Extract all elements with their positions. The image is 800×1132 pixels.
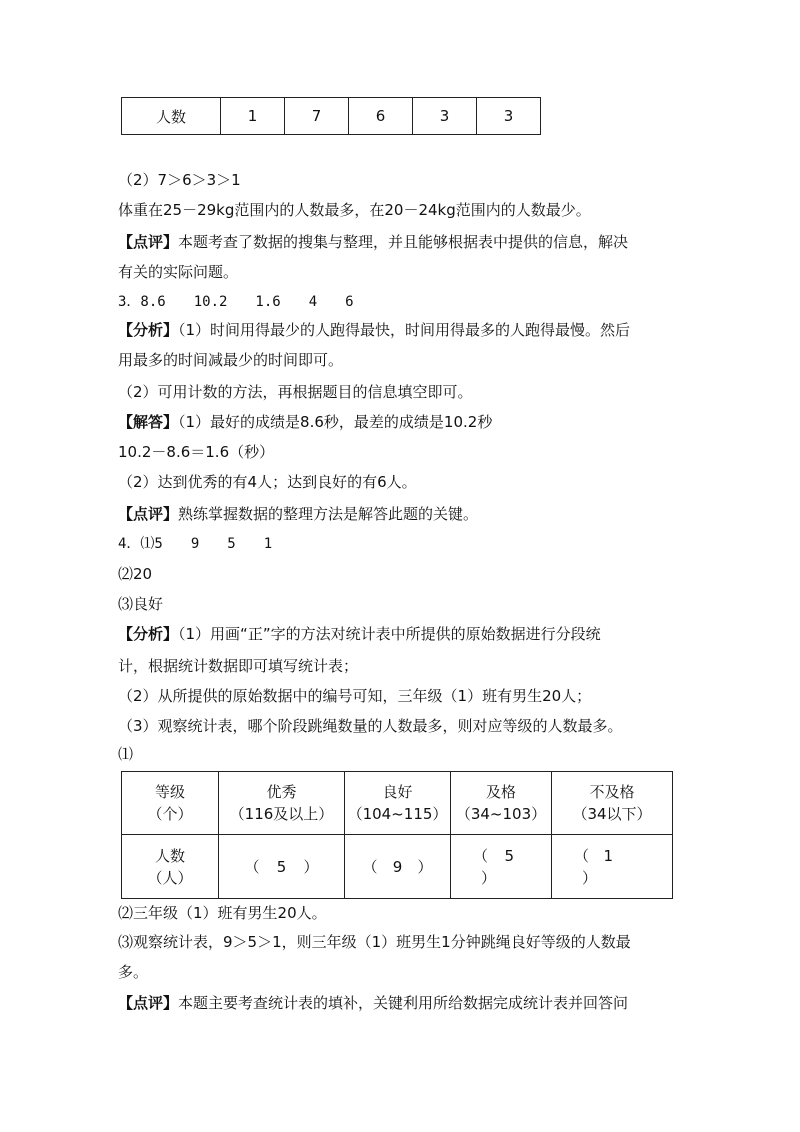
paren: （ <box>574 846 590 865</box>
paren: （ <box>473 846 489 865</box>
text-span: 本题主要考查统计表的填补，关键利用所给数据完成统计表并回答问 <box>178 994 629 1012</box>
text-line <box>118 232 628 252</box>
text-line: 体重在25－29kg范围内的人数最多，在20－24kg范围内的人数最少。 <box>118 201 591 219</box>
text-line: ⑵20 <box>118 565 153 583</box>
column-header <box>345 772 451 835</box>
table-cell: 3 <box>477 98 541 135</box>
grade-range: （104~115） <box>347 805 448 823</box>
paren: ） <box>417 858 433 876</box>
table-cell: 3 <box>413 98 477 135</box>
text-line: （2）从所提供的原始数据中的编号可知，三年级（1）班有男生20人； <box>118 687 592 705</box>
answer-tag: 【解答】 <box>118 413 179 431</box>
text-line: （2）达到优秀的有4人；达到良好的有6人。 <box>118 473 417 491</box>
grade-name: 不及格 <box>589 783 635 801</box>
grade-name: 良好 <box>382 783 413 801</box>
column-header <box>552 772 673 835</box>
column-header <box>219 772 345 835</box>
table-cell: 6 <box>349 98 413 135</box>
table-cell <box>219 835 345 899</box>
text-line <box>118 320 630 340</box>
table-row <box>122 835 673 899</box>
text-line: 4．⑴5 9 5 1 <box>118 536 273 552</box>
row-unit: （人） <box>147 868 193 887</box>
comment-tag: 【点评】 <box>118 233 179 251</box>
row-header: 人数 <box>122 98 221 135</box>
people-count-table <box>121 97 541 135</box>
header-label: 等级 <box>154 783 185 801</box>
table-cell <box>345 835 451 899</box>
count-value: 5 <box>276 858 287 876</box>
text-line: 用最多的时间减最少的时间即可。 <box>118 351 344 369</box>
grade-range: （34~103） <box>455 805 547 823</box>
column-header <box>451 772 552 835</box>
table-cell: 1 <box>221 98 285 135</box>
grade-range: （34以下） <box>572 805 652 823</box>
table-row <box>122 98 541 135</box>
comment-tag: 【点评】 <box>118 994 179 1012</box>
text-line: （3）观察统计表，哪个阶段跳绳数量的人数最多，则对应等级的人数最多。 <box>118 717 623 735</box>
row-header <box>122 772 219 835</box>
text-span: 本题考查了数据的搜集与整理，并且能够根据表中提供的信息，解决 <box>178 233 629 251</box>
paren: ） <box>303 858 319 876</box>
analysis-tag: 【分析】 <box>118 625 179 643</box>
text-line: （2）7＞6＞3＞1 <box>118 171 241 189</box>
text-line <box>118 504 478 524</box>
text-line: 计，根据统计数据即可填写统计表； <box>118 657 359 675</box>
count-value: 9 <box>392 858 403 876</box>
paren: ） <box>582 868 598 887</box>
text-line: ⑶良好 <box>118 595 164 613</box>
header-unit: （个） <box>147 805 193 823</box>
table-cell <box>552 835 673 899</box>
analysis-tag: 【分析】 <box>118 321 179 339</box>
text-span: （1）用画“正”字的方法对统计表中所提供的原始数据进行分段统 <box>178 625 601 643</box>
text-line <box>118 412 492 432</box>
text-span: （1）最好的成绩是8.6秒，最差的成绩是10.2秒 <box>178 413 493 431</box>
paren: （ <box>362 858 378 876</box>
text-line: ⑶观察统计表，9＞5＞1，则三年级（1）班男生1分钟跳绳良好等级的人数最 <box>118 933 631 951</box>
text-span: （1）时间用得最少的人跑得最快，时间用得最多的人跑得最慢。然后 <box>178 321 631 339</box>
grade-name: 及格 <box>485 783 516 801</box>
grade-range: （116及以上） <box>229 805 334 823</box>
table-row <box>122 772 673 835</box>
grade-name: 优秀 <box>266 783 297 801</box>
text-line: （2）可用计数的方法，再根据题目的信息填空即可。 <box>118 383 473 401</box>
count-value: 5 <box>504 846 515 865</box>
table-cell: 7 <box>285 98 349 135</box>
paren: （ <box>244 858 260 876</box>
text-line: 3．8.6 10.2 1.6 4 6 <box>118 294 354 310</box>
text-line: 有关的实际问题。 <box>118 263 239 281</box>
row-header <box>122 835 219 899</box>
text-line: 多。 <box>118 963 149 981</box>
text-line: 10.2－8.6＝1.6（秒） <box>118 443 275 461</box>
text-line: ⑵三年级（1）班有男生20人。 <box>118 904 327 922</box>
table-cell <box>451 835 552 899</box>
comment-tag: 【点评】 <box>118 505 179 523</box>
text-line: ⑴ <box>118 745 134 763</box>
count-value: 1 <box>603 846 614 865</box>
row-label: 人数 <box>154 846 185 865</box>
text-line <box>118 993 628 1013</box>
grade-table <box>121 771 673 899</box>
text-span: 熟练掌握数据的整理方法是解答此题的关键。 <box>178 505 479 523</box>
text-line <box>118 624 601 644</box>
paren: ） <box>481 868 497 887</box>
